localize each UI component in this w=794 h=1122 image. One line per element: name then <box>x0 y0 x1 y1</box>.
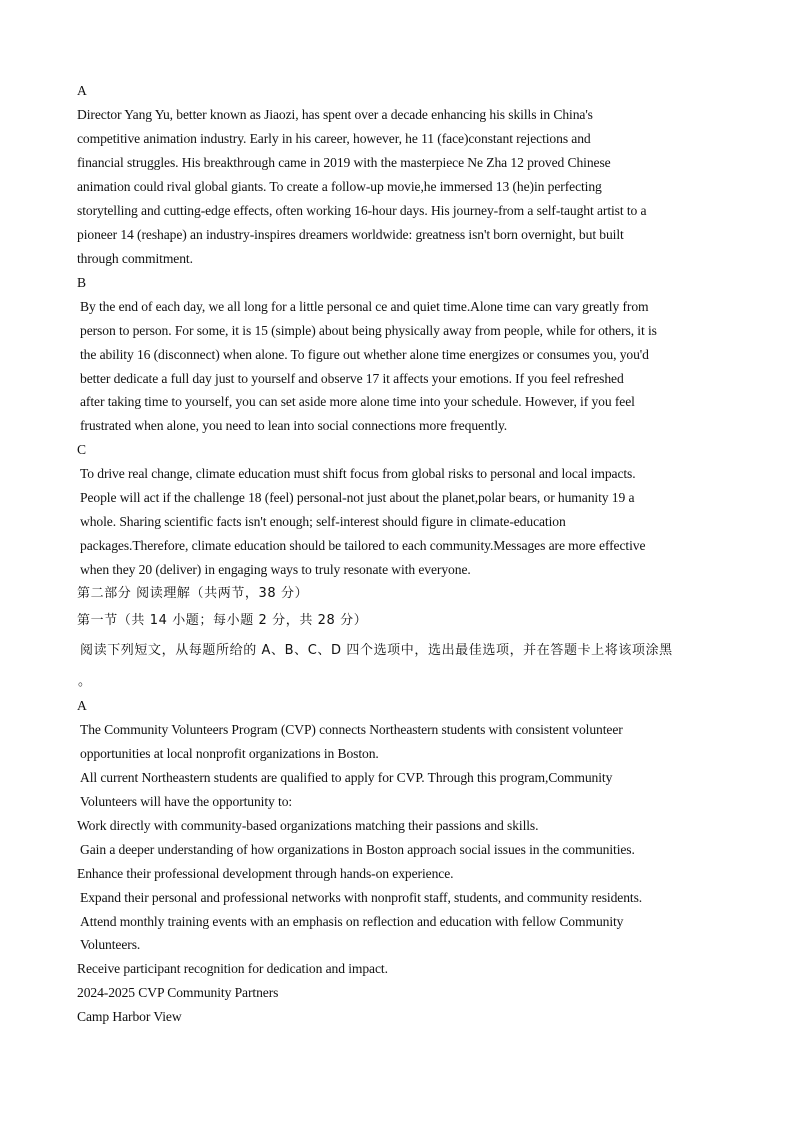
section-a-line-6: pioneer 14 (reshape) an industry-inspires dreamers worldwide: greatness isn't born overnight, but built <box>77 227 624 242</box>
section-b-line-1: By the end of each day, we all long for a little personal ce and quiet time.Alone time can vary greatly from <box>80 299 649 314</box>
section-b-line-3: the ability 16 (disconnect) when alone. To figure out whether alone time energizes or consumes you, you'd <box>80 347 649 362</box>
passage-a-line-10: Volunteers. <box>80 937 141 952</box>
passage-a-line-8: Expand their personal and professional networks with nonprofit staff, students, and community residents. <box>80 890 643 905</box>
passage-a-line-3: All current Northeastern students are qualified to apply for CVP. Through this program,Community <box>80 770 613 785</box>
section-a-line-7: through commitment. <box>77 251 193 266</box>
part-two-heading: 第二部分 阅读理解（共两节，38 分） <box>77 586 309 601</box>
passage-a-line-6: Gain a deeper understanding of how organizations in Boston approach social issues in the communities. <box>80 842 635 857</box>
passage-a-line-4: Volunteers will have the opportunity to: <box>80 794 293 809</box>
part-two-instruction: 阅读下列短文，从每题所给的 A、B、C、D 四个选项中，选出最佳选项，并在答题卡上将该项涂黑 <box>80 643 673 658</box>
section-a-line-2: competitive animation industry. Early in his career, however, he 11 (face)constant rejections and <box>77 131 591 146</box>
section-b-line-6: frustrated when alone, you need to lean into social connections more frequently. <box>80 418 508 433</box>
section-a-line-4: animation could rival global giants. To create a follow-up movie,he immersed 13 (he)in perfecting <box>77 179 602 194</box>
section-a-line-5: storytelling and cutting-edge effects, often working 16-hour days. His journey-from a self-taught artist to a <box>77 203 647 218</box>
section-b-line-5: after taking time to yourself, you can set aside more alone time into your schedule. However, if you feel <box>80 394 635 409</box>
passage-a-letter: A <box>77 698 87 713</box>
part-two-instruction-end: 。 <box>78 674 92 689</box>
passage-a-line-5: Work directly with community-based organizations matching their passions and skills. <box>77 818 539 833</box>
section-a-line-3: financial struggles. His breakthrough came in 2019 with the masterpiece Ne Zha 12 proved Chinese <box>77 155 611 170</box>
section-a-line-1: Director Yang Yu, better known as Jiaozi, has spent over a decade enhancing his skills in China's <box>77 107 593 122</box>
passage-a-line-9: Attend monthly training events with an emphasis on reflection and education with fellow Community <box>80 914 624 929</box>
section-b-line-4: better dedicate a full day just to yourself and observe 17 it affects your emotions. If you feel refreshed <box>80 371 624 386</box>
section-c-line-1: To drive real change, climate education must shift focus from global risks to personal and local impacts. <box>80 466 636 481</box>
section-c-line-5: when they 20 (deliver) in engaging ways to truly resonate with everyone. <box>80 562 471 577</box>
passage-a-line-13: Camp Harbor View <box>77 1009 182 1024</box>
part-two-subheading: 第一节（共 14 小题；每小题 2 分，共 28 分） <box>77 613 368 628</box>
section-c-line-2: People will act if the challenge 18 (feel) personal-not just about the planet,polar bears, or humanity 19 a <box>80 490 635 505</box>
passage-a-line-11: Receive participant recognition for dedication and impact. <box>77 961 388 976</box>
section-c-line-3: whole. Sharing scientific facts isn't enough; self-interest should figure in climate-education <box>80 514 566 529</box>
section-a-letter: A <box>77 83 87 98</box>
passage-a-line-1: The Community Volunteers Program (CVP) connects Northeastern students with consistent volunteer <box>80 722 623 737</box>
section-c-line-4: packages.Therefore, climate education should be tailored to each community.Messages are more effective <box>80 538 646 553</box>
passage-a-line-12: 2024-2025 CVP Community Partners <box>77 985 279 1000</box>
section-b-letter: B <box>77 275 86 290</box>
section-b-line-2: person to person. For some, it is 15 (simple) about being physically away from people, while for others, it is <box>80 323 657 338</box>
section-c-letter: C <box>77 442 86 457</box>
passage-a-line-2: opportunities at local nonprofit organizations in Boston. <box>80 746 379 761</box>
passage-a-line-7: Enhance their professional development through hands-on experience. <box>77 866 454 881</box>
